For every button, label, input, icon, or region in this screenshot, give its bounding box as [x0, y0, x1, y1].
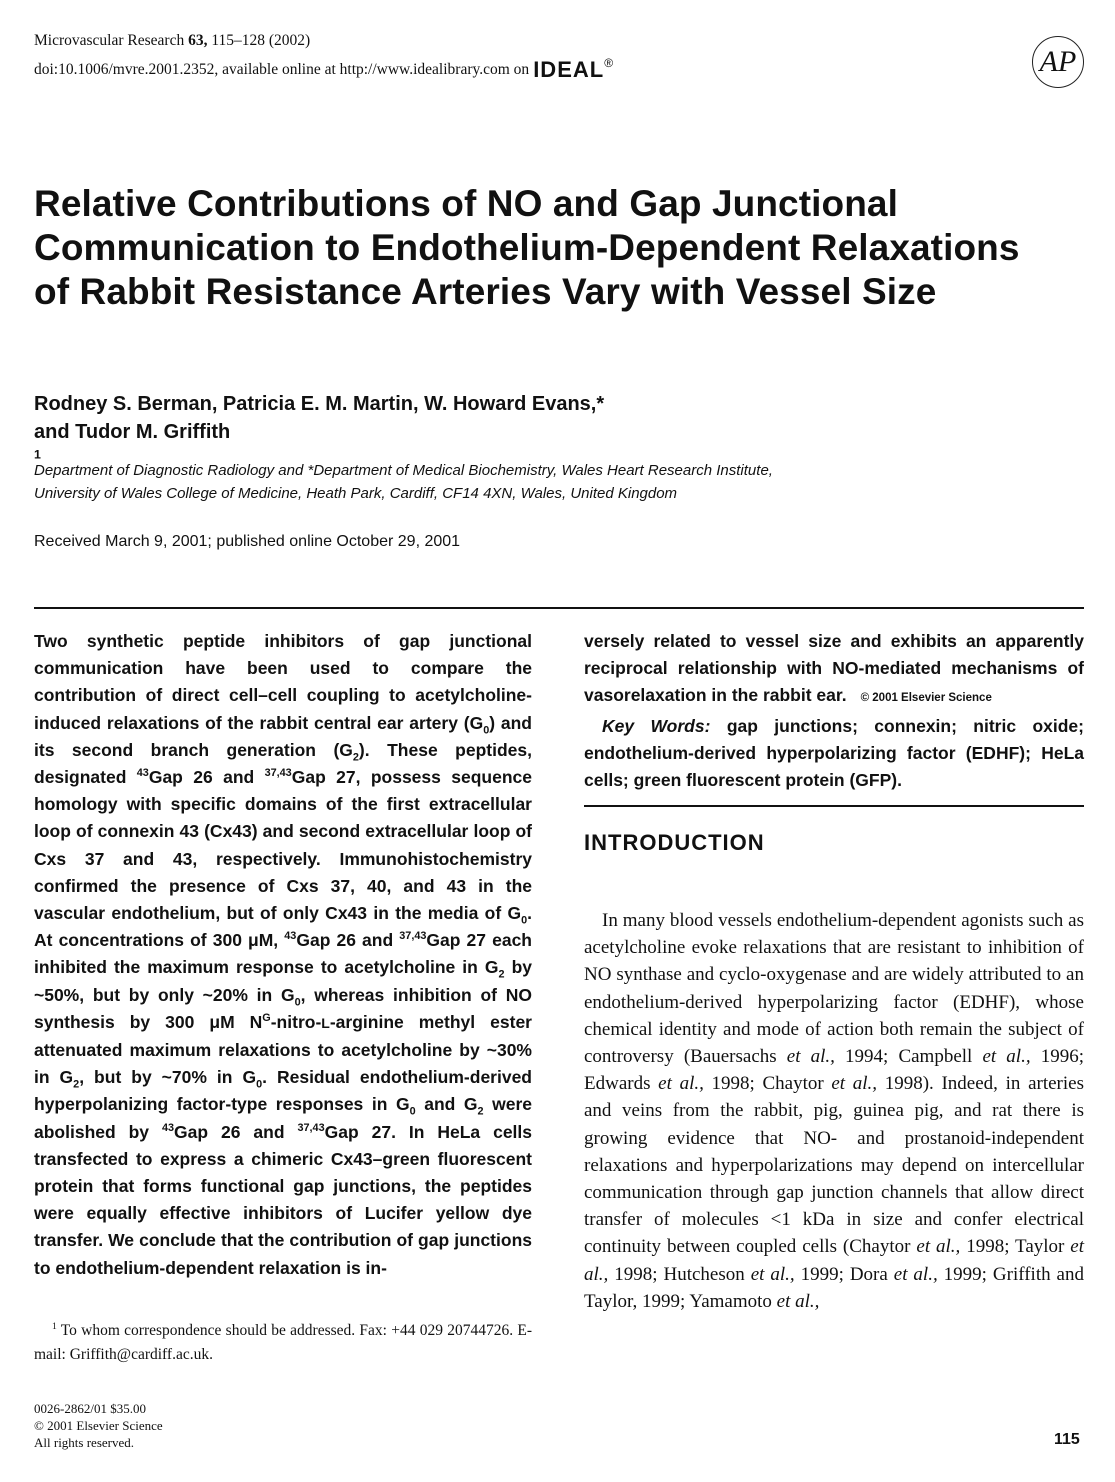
abstract-copyright: © 2001 Elsevier Science	[860, 692, 992, 705]
introduction-paragraph: In many blood vessels endothelium-dependent agonists such as acetylcholine evoke relaxations that are resistant to inhibition of NO synthase and cyclo-oxygenase and are widely attributed to an endothelium-derived hyperpolarizing factor (EDHF), whose chemical identity and mode of action both remain the subject of controversy (Bauersachs et al., 1994; Campbell et al., 1996; Edwards et al., 1998; Chaytor et al., 1998). Indeed, in arteries and veins from the rabbit, pig, guinea pig, and rat there is growing evidence that NO- and prostanoid-independent relaxations and hyperpolarizations may depend on intercellular communication through gap junction channels that allow direct transfer of molecules <1 kDa in size and confer electrical continuity between coupled cells (Chaytor et al., 1998; Taylor et al., 1998; Hutcheson et al., 1999; Dora et al., 1999; Griffith and Taylor, 1999; Yamamoto et al.,	[584, 910, 1084, 1312]
citation-line	[34, 30, 734, 52]
footnote-text: To whom correspondence should be addressed. Fax: +44 029 20744726. E-mail: Griffith@cardiff.ac.uk.	[34, 1322, 532, 1363]
page-number: 115	[1054, 1431, 1080, 1448]
footnote-mark: 1	[52, 1320, 57, 1332]
journal-pages: 115–128 (2002)	[207, 32, 311, 49]
received-date: Received March 9, 2001; published online October 29, 2001	[34, 533, 461, 550]
abstract-continuation: versely related to vessel size and exhibits an apparently reciprocal relationship with NO-mediated mechanisms of vasorelaxation in the rabbit ear.	[584, 631, 1084, 706]
doi-line	[34, 52, 734, 81]
keywords	[584, 713, 1084, 795]
title-line: of Rabbit Resistance Arteries Vary with Vessel Size	[34, 271, 937, 312]
journal-volume: 63,	[188, 32, 208, 49]
imprint-line: All rights reserved.	[34, 1435, 135, 1450]
ideal-logo: IDEAL®	[533, 56, 615, 82]
abstract-left-column: Two synthetic peptide inhibitors of gap junctional communication have been used to compare the contribution of direct cell–cell coupling to acetylcholine-induced relaxations of the rabbit central ear artery $(G_0)$ and its second branch generation $(G_2)$. These peptides, designated $^{43}$Gap 26 and $^{37,43}$Gap 27, possess sequence homology with specific domains of the first extracellular loop of connexin 43 (Cx43) and second extracellular loop of Cxs 37 and 43, respectively. Immunohistochemistry confirmed the presence of Cxs 37, 40, and 43 in the vascular endothelium, but of only Cx43 in the media of $G_0$. At concentrations of 300 μM, $^{43}$Gap 26 and $^{37,43}$Gap 27 each inhibited the maximum response to acetylcholine in $G_2$ by ~50%, but by only ~20% in $G_0$, whereas inhibition of NO synthesis by 300 μM $N^G-nitro-L$-arginine methyl ester attenuated maximum relaxations to acetylcholine by ~30% in $G_2$, but by ~70% in $G_0$. Residual endothelium-derived hyperpolanizing factor-type responses in $G_0$ and $G_2$ were abolished by $^{43}$Gap 26 and $^{37,43}$Gap 27. In HeLa cells transfected to express a chimeric Cx43–green fluorescent protein that forms functional gap junctions, the peptides were equally effective inhibitors of Lucifer yellow dye transfer. We conclude that the contribution of gap junctions to endothelium-dependent relaxation is in-	[34, 631, 533, 1278]
author-footnote-mark: 1	[34, 447, 41, 462]
imprint-line: 0026-2862/01 $35.00	[34, 1401, 146, 1416]
affiliation-line: University of Wales College of Medicine, Heath Park, Cardiff, CF14 4XN, Wales, United Kingdom	[34, 485, 678, 502]
author-line: Rodney S. Berman, Patricia E. M. Martin, W. Howard Evans,*	[34, 393, 605, 415]
correspondence-footnote	[34, 1319, 532, 1367]
publisher-logo: AP	[1032, 36, 1084, 88]
abstract-top-rule	[34, 607, 1084, 609]
keywords-label: Key Words:	[602, 715, 711, 736]
article-title	[34, 182, 1034, 314]
title-line: Communication to Endothelium-Dependent Relaxations	[34, 227, 1020, 268]
section-heading-introduction: INTRODUCTION	[584, 830, 765, 855]
affiliation-line: Department of Diagnostic Radiology and *Department of Medical Biochemistry, Wales Heart Research Institute,	[34, 462, 773, 479]
imprint-line: © 2001 Elsevier Science	[34, 1418, 163, 1433]
author-line: and Tudor M. Griffith $^1$	[34, 421, 231, 462]
copyright-imprint	[34, 1400, 163, 1451]
journal-name: Microvascular Research	[34, 32, 189, 49]
title-line: Relative Contributions of NO and Gap Junctional	[34, 183, 898, 224]
journal-header	[34, 30, 734, 81]
doi-text: doi:10.1006/mvre.2001.2352, available online at http://www.idealibrary.com on	[34, 61, 530, 78]
affiliation	[34, 459, 934, 505]
abstract-bottom-rule	[584, 805, 1084, 807]
abstract-right-column	[584, 628, 1084, 794]
keywords-text: gap junctions; connexin; nitric oxide; endothelium-derived hyperpolarizing factor (EDHF); HeLa cells; green fluorescent protein (GFP).	[584, 715, 1084, 791]
